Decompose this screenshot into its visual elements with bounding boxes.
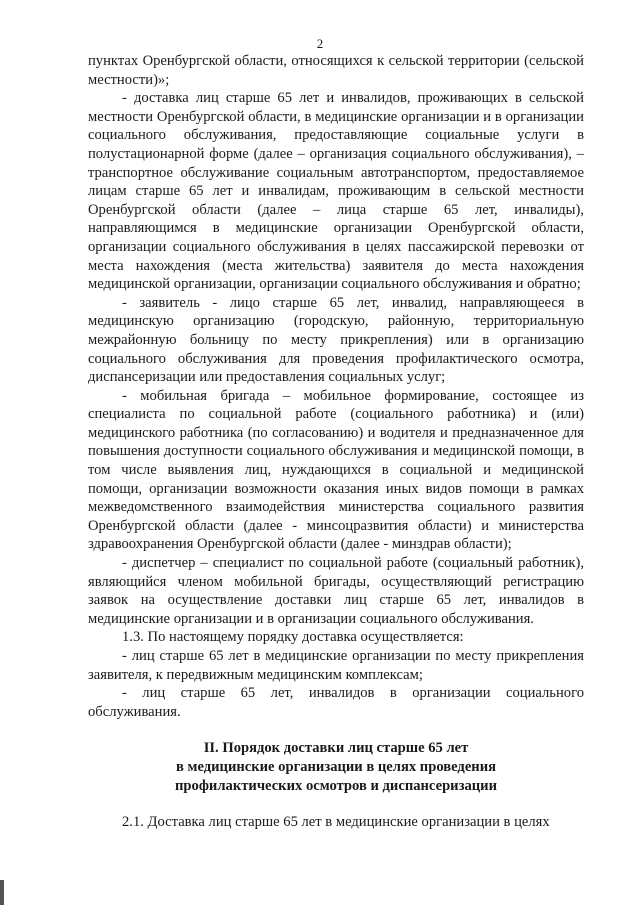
section-heading — [88, 739, 584, 795]
section-heading-line: II. Порядок доставки лиц старше 65 лет — [203, 740, 469, 757]
page-number: 2 — [316, 36, 324, 51]
paragraph-clause-2-1: 2.1. Доставка лиц старше 65 лет в медицинские организации в целях — [122, 814, 550, 831]
paragraph-dispatcher-definition: - диспетчер – специалист по социальной работе (социальный работник), являющийся членом мобильной бригады, осуществляющий регистрацию заявок на осуществление доставки лиц старше 65 лет, инвалидов в медицинские организации и в организации социального обслуживания. — [88, 555, 584, 627]
section-heading-line: профилактических осмотров и диспансеризации — [175, 777, 497, 794]
paragraph-clause-1-3-item-1: - лиц старше 65 лет в медицинские организации по месту прикрепления заявителя, к передвижным медицинским комплексам; — [88, 648, 584, 683]
section-heading-line: в медицинские организации в целях проведения — [175, 758, 497, 775]
paragraph-clause-1-3-item-2: - лиц старше 65 лет, инвалидов в организации социального обслуживания. — [88, 685, 584, 720]
paragraph-continuation: пунктах Оренбургской области, относящихся к сельской территории (сельской местности)»; — [88, 53, 584, 88]
paragraph-clause-1-3: 1.3. По настоящему порядку доставка осуществляется: — [122, 629, 464, 646]
paragraph-applicant-definition: - заявитель - лицо старше 65 лет, инвалид, направляющееся в медицинскую организацию (городскую, районную, территориальную межрайонную больницу по месту прикрепления) или в организацию социального обслуживания для проведения профилактического осмотра, диспансеризации или предоставления социальных услуг; — [88, 294, 584, 386]
document-body — [88, 52, 584, 832]
paragraph-delivery-definition: - доставка лиц старше 65 лет и инвалидов, проживающих в сельской местности Оренбургской области, в медицинские организации и в организации социального обслуживания, предоставляющие социальные услуги в полустационарной форме (далее – организация социального обслуживания), – транспортное обслуживание социальным автотранспортом, предоставляемое лицам старше 65 лет и инвалидам, проживающим в сельской местности Оренбургской области (далее – лица старше 65 лет, инвалиды), направляющимся в медицинские организации Оренбургской области, организации социального обслуживания в целях пассажирской перевозки от места нахождения (места жительства) заявителя до места нахождения медицинской организации, организации социального обслуживания и обратно; — [88, 90, 584, 293]
paragraph-mobile-team-definition: - мобильная бригада – мобильное формирование, состоящее из специалиста по социальной работе (социального работника) и (или) медицинского работника (по согласованию) и водителя и предназначенное для повышения доступности социального обслуживания и медицинской помощи, в том числе выявления лиц, нуждающихся в социальной и медицинской помощи, организации возможности оказания иных видов помощи в рамках межведомственного взаимодействия министерства социального развития Оренбургской области (далее - минсоцразвития области) и министерства здравоохранения Оренбургской области (далее - минздрав области); — [88, 387, 584, 553]
scan-edge-mark — [0, 880, 4, 905]
